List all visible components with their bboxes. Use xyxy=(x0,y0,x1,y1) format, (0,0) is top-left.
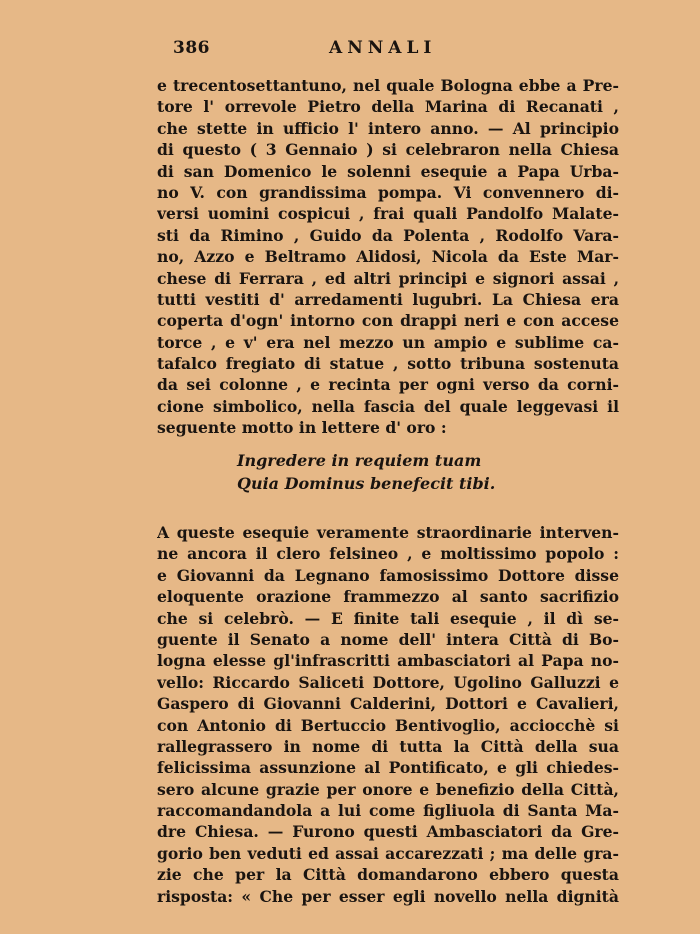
text-line: seguente motto in lettere d' oro : xyxy=(157,418,447,438)
text-line: torce , e v' era nel mezzo un ampio e sublime ca- xyxy=(157,332,619,352)
text-line: vello: Riccardo Saliceti Dottore, Ugolino Galluzzi e xyxy=(157,672,619,692)
verse-line: Ingredere in requiem tuam xyxy=(237,451,482,470)
text-line: chese di Ferrara , ed altri principi e signori assai , xyxy=(157,268,619,288)
text-line: no V. con grandissima pompa. Vi convennero di- xyxy=(157,182,619,202)
text-line: che stette in ufficio l' intero anno. — Al principio xyxy=(157,118,619,138)
text-line: cione simbolico, nella fascia del quale leggevasi il xyxy=(157,396,619,416)
text-line: no, Azzo e Beltramo Alidosi, Nicola da Este Mar- xyxy=(157,247,619,267)
text-line: e Giovanni da Legnano famosissimo Dottore disse xyxy=(157,565,619,585)
text-line: tafalco fregiato di statue , sotto tribuna sostenuta xyxy=(157,354,619,374)
text-line: zie che per la Città domandarono ebbero questa xyxy=(157,865,619,885)
text-line: di san Domenico le solenni esequie a Papa Urba- xyxy=(157,161,619,181)
text-line: rallegrassero in nome di tutta la Città della sua xyxy=(157,736,619,756)
text-line: versi uomini cospicui , frai quali Pandolfo Malate- xyxy=(157,204,619,224)
text-line: e trecentosettantuno, nel quale Bologna ebbe a Pre- xyxy=(157,76,619,95)
text-line: che si celebrò. — E finite tali esequie , il dì se- xyxy=(157,608,619,628)
text-line: tore l' orrevole Pietro della Marina di Recanati , xyxy=(157,97,619,117)
text-line: gorio ben veduti ed assai accarezzati ; ma delle gra- xyxy=(157,843,619,863)
running-head: ANNALI xyxy=(329,38,437,58)
text-line: con Antonio di Bertuccio Bentivoglio, acciocchè si xyxy=(157,715,619,735)
page-header xyxy=(173,38,623,62)
text-line: coperta d'ogn' intorno con drappi neri e con accese xyxy=(157,311,619,331)
text-line: Gaspero di Giovanni Calderini, Dottori e Cavalieri, xyxy=(157,694,619,714)
text-line: felicissima assunzione al Pontificato, e gli chiedes- xyxy=(157,758,619,778)
text-line: logna elesse gl'infrascritti ambasciatori al Papa no- xyxy=(157,651,619,671)
text-line: di questo ( 3 Gennaio ) si celebraron nella Chiesa xyxy=(157,140,619,160)
epitaph-verse xyxy=(237,449,597,495)
text-line: sero alcune grazie per onore e benefizio della Città, xyxy=(157,779,619,799)
text-line: risposta: « Che per esser egli novello nella dignità xyxy=(157,886,619,906)
text-line: tutti vestiti d' arredamenti lugubri. La Chiesa era xyxy=(157,289,619,309)
page-number: 386 xyxy=(173,38,210,58)
paragraph-1 xyxy=(157,75,619,439)
text-line: sti da Rimino , Guido da Polenta , Rodolfo Vara- xyxy=(157,225,619,245)
text-line: dre Chiesa. — Furono questi Ambasciatori da Gre- xyxy=(157,822,619,842)
text-line: A queste esequie veramente straordinarie interven- xyxy=(157,523,619,542)
paragraph-2 xyxy=(157,522,619,907)
text-line: raccomandandola a lui come figliuola di Santa Ma- xyxy=(157,801,619,821)
text-line: eloquente orazione frammezzo al santo sacrifizio xyxy=(157,587,619,607)
text-line: ne ancora il clero felsineo , e moltissimo popolo : xyxy=(157,544,619,564)
verse-line: Quia Dominus benefecit tibi. xyxy=(237,474,496,493)
text-line: guente il Senato a nome dell' intera Città di Bo- xyxy=(157,629,619,649)
text-line: da sei colonne , e recinta per ogni verso da corni- xyxy=(157,375,619,395)
